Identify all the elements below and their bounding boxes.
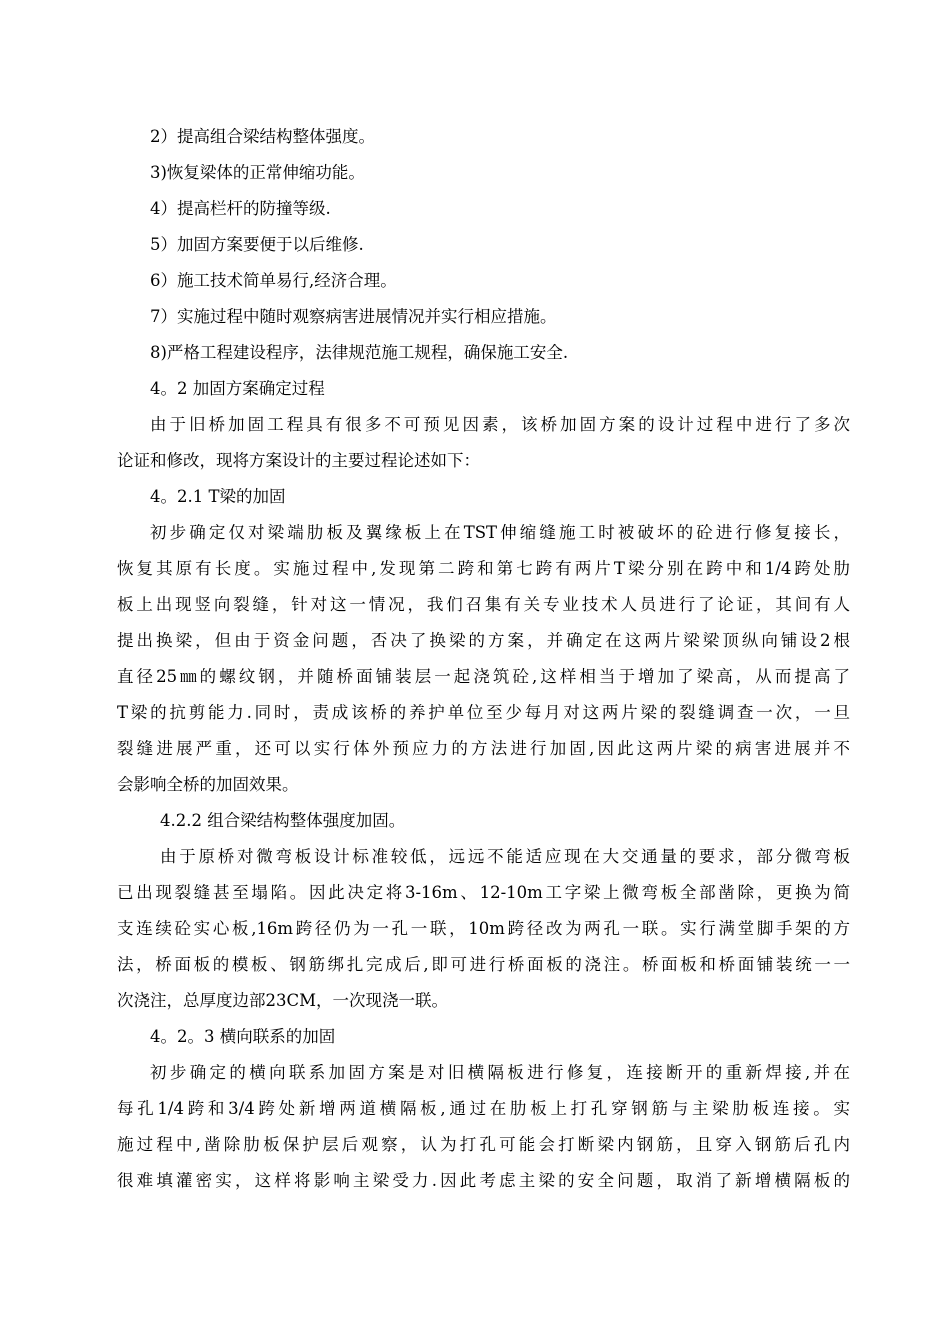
list-item: 5）加固方案要便于以后维修. xyxy=(150,235,364,254)
paragraph-line: 论证和修改，现将方案设计的主要过程论述如下： xyxy=(117,451,480,470)
list-item: 6）施工技术简单易行,经济合理。 xyxy=(150,271,397,290)
paragraph-line: 板上出现竖向裂缝，针对这一情况，我们召集有关专业技术人员进行了论证，其间有人 xyxy=(117,595,850,614)
subsection-heading: 4.2.2 组合梁结构整体强度加固。 xyxy=(160,811,406,830)
paragraph-line: 法，桥面板的模板、钢筋绑扎完成后,即可进行桥面板的浇注。桥面板和桥面铺装统一一 xyxy=(117,955,850,974)
list-item: 7）实施过程中随时观察病害进展情况并实行相应措施。 xyxy=(150,307,557,326)
paragraph-line: 由于原桥对微弯板设计标准较低，远远不能适应现在大交通量的要求，部分微弯板 xyxy=(160,847,850,866)
paragraph-line: 支连续砼实心板,16m跨径仍为一孔一联，10m跨径改为两孔一联。实行满堂脚手架的方 xyxy=(117,919,850,938)
paragraph-line: 会影响全桥的加固效果。 xyxy=(117,775,299,794)
list-item: 4）提高栏杆的防撞等级. xyxy=(150,199,331,218)
paragraph-line: 已出现裂缝甚至塌陷。因此决定将3-16m、12-10m工字梁上微弯板全部凿除，更换为简 xyxy=(117,883,850,902)
paragraph-line: T梁的抗剪能力.同时，责成该桥的养护单位至少每月对这两片梁的裂缝调查一次，一旦 xyxy=(117,703,850,722)
list-item: 3)恢复梁体的正常伸缩功能。 xyxy=(150,163,365,182)
section-heading: 4。2 加固方案确定过程 xyxy=(150,379,325,398)
list-item: 8)严格工程建设程序，法律规范施工规程，确保施工安全. xyxy=(150,343,569,362)
paragraph-line: 初步确定仅对梁端肋板及翼缘板上在TST伸缩缝施工时被破坏的砼进行修复接长， xyxy=(150,523,850,542)
paragraph-line: 裂缝进展严重，还可以实行体外预应力的方法进行加固,因此这两片梁的病害进展并不 xyxy=(117,739,850,758)
paragraph-line: 由于旧桥加固工程具有很多不可预见因素，该桥加固方案的设计过程中进行了多次 xyxy=(150,415,850,434)
paragraph-line: 次浇注，总厚度边部23CM，一次现浇一联。 xyxy=(117,991,449,1010)
paragraph-line: 直径25㎜的螺纹钢，并随桥面铺装层一起浇筑砼,这样相当于增加了梁高，从而提高了 xyxy=(117,667,850,686)
list-item: 2）提高组合梁结构整体强度。 xyxy=(150,127,375,146)
paragraph-line: 初步确定的横向联系加固方案是对旧横隔板进行修复，连接断开的重新焊接,并在 xyxy=(150,1063,850,1082)
paragraph-line: 很难填灌密实，这样将影响主梁受力.因此考虑主梁的安全问题，取消了新增横隔板的 xyxy=(117,1171,850,1190)
paragraph-line: 每孔1/4跨和3/4跨处新增两道横隔板,通过在肋板上打孔穿钢筋与主梁肋板连接。实 xyxy=(117,1099,850,1118)
paragraph-line: 施过程中,凿除肋板保护层后观察，认为打孔可能会打断梁内钢筋，且穿入钢筋后孔内 xyxy=(117,1135,850,1154)
subsection-heading: 4。2.1 T梁的加固 xyxy=(150,487,286,506)
paragraph-line: 恢复其原有长度。实施过程中,发现第二跨和第七跨有两片T梁分别在跨中和1/4跨处肋 xyxy=(117,559,850,578)
subsection-heading: 4。2。3 横向联系的加固 xyxy=(150,1027,336,1046)
paragraph-line: 提出换梁，但由于资金问题，否决了换梁的方案，并确定在这两片梁梁顶纵向铺设2根 xyxy=(117,631,850,650)
